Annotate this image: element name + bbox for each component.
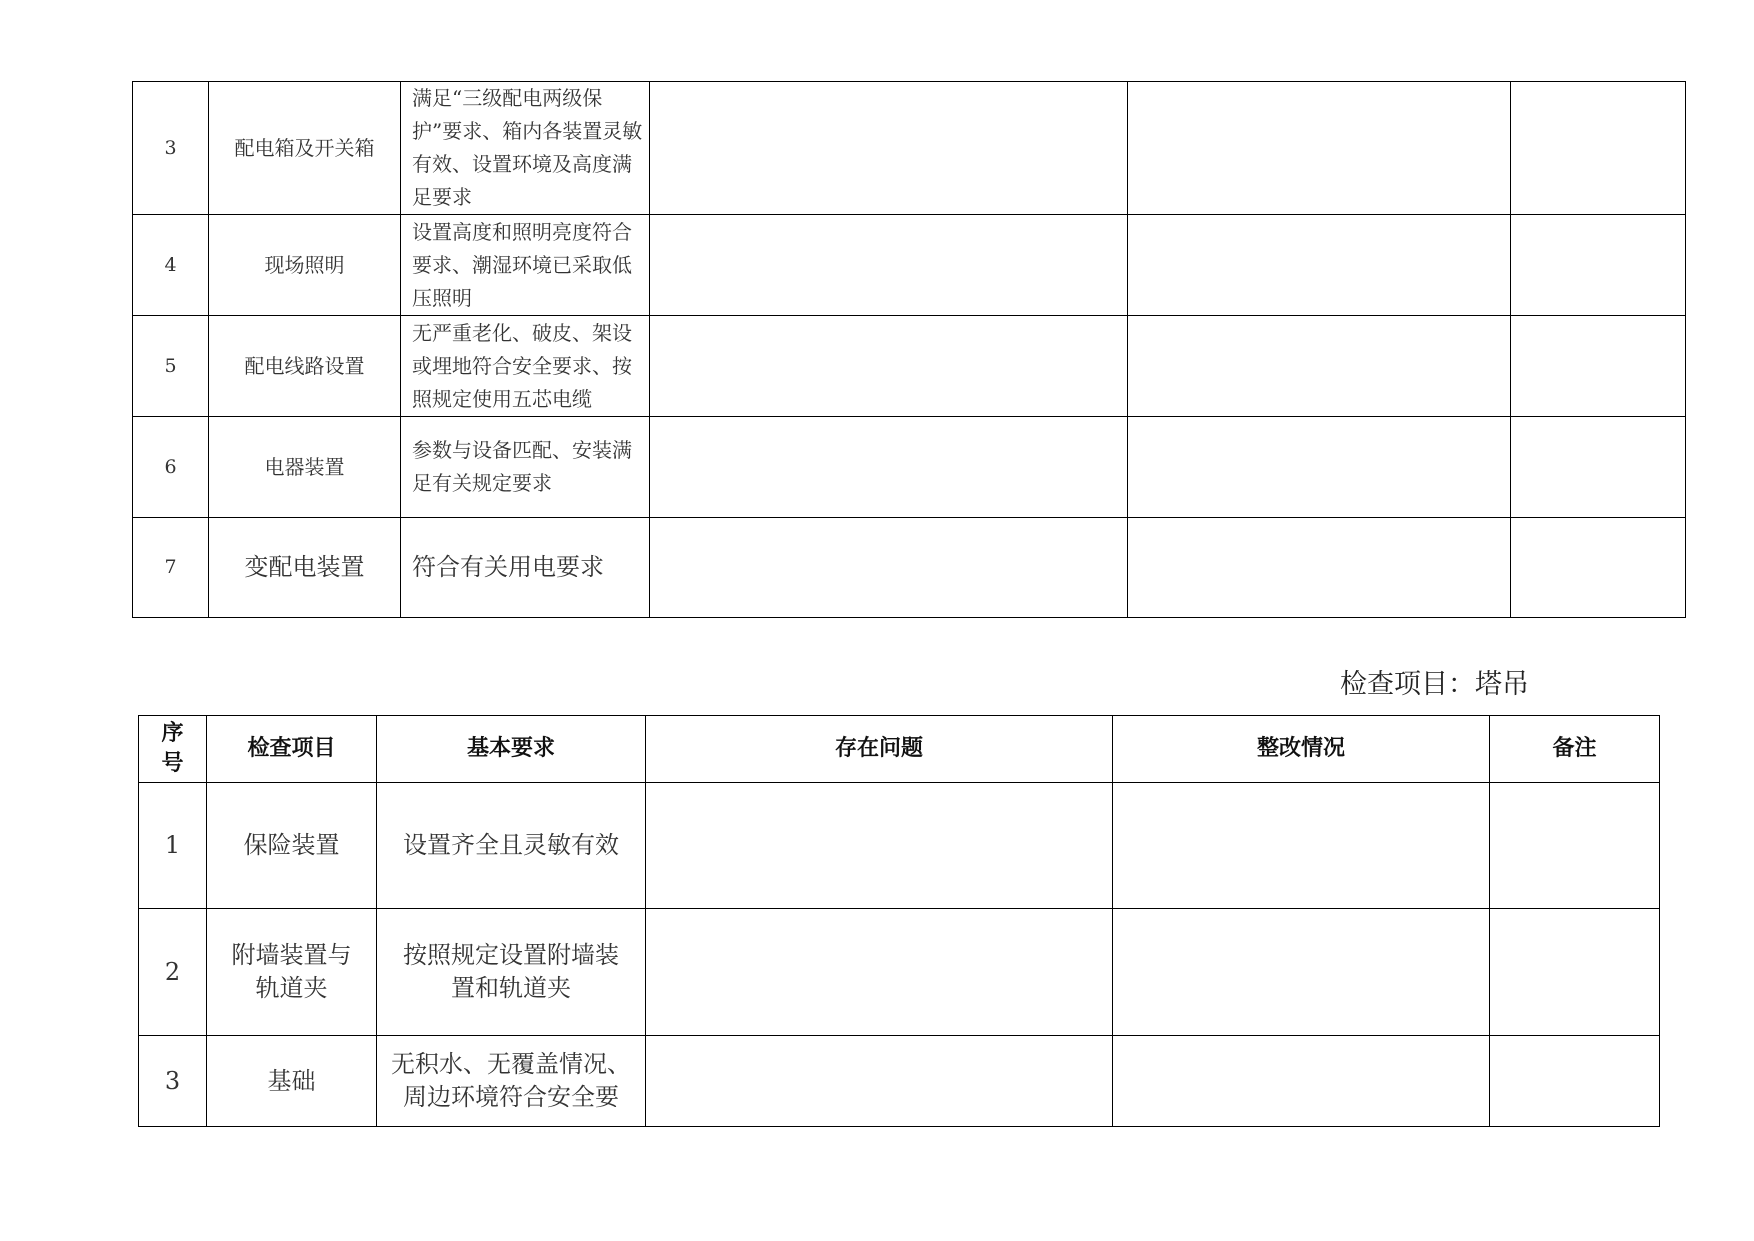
row-rectification <box>1113 1036 1490 1127</box>
row-problem <box>650 518 1128 618</box>
row-remark <box>1490 909 1660 1036</box>
table-row <box>139 1036 1660 1127</box>
electrical-inspection-table <box>132 81 1686 618</box>
row-number: 6 <box>133 417 209 518</box>
table-row <box>139 909 1660 1036</box>
row-requirement: 设置齐全且灵敏有效 <box>377 783 646 909</box>
tower-crane-inspection-table <box>138 715 1660 1127</box>
row-problem <box>650 316 1128 417</box>
row-number: 3 <box>133 82 209 215</box>
row-remark <box>1490 783 1660 909</box>
row-rectification <box>1113 909 1490 1036</box>
row-problem <box>646 1036 1113 1127</box>
row-requirement: 满足“三级配电两级保护”要求、箱内各装置灵敏有效、设置环境及高度满足要求 <box>401 82 650 215</box>
row-problem <box>650 417 1128 518</box>
row-item: 保险装置 <box>207 783 377 909</box>
row-rectification <box>1113 783 1490 909</box>
row-item: 配电线路设置 <box>209 316 401 417</box>
row-requirement: 符合有关用电要求 <box>401 518 650 618</box>
row-rectification <box>1128 82 1511 215</box>
row-problem <box>646 783 1113 909</box>
header-rectification: 整改情况 <box>1113 716 1490 783</box>
row-remark <box>1490 1036 1660 1127</box>
row-number: 5 <box>133 316 209 417</box>
row-rectification <box>1128 215 1511 316</box>
row-requirement: 设置高度和照明亮度符合要求、潮湿环境已采取低压照明 <box>401 215 650 316</box>
row-item: 基础 <box>207 1036 377 1127</box>
row-rectification <box>1128 316 1511 417</box>
row-number: 4 <box>133 215 209 316</box>
row-problem <box>650 215 1128 316</box>
row-remark <box>1511 316 1686 417</box>
row-number: 7 <box>133 518 209 618</box>
header-number-label: 序号 <box>161 721 184 776</box>
header-item: 检查项目 <box>207 716 377 783</box>
header-remark: 备注 <box>1490 716 1660 783</box>
table-header-row <box>139 716 1660 783</box>
row-remark <box>1511 82 1686 215</box>
row-item: 配电箱及开关箱 <box>209 82 401 215</box>
row-requirement: 无严重老化、破皮、架设或埋地符合安全要求、按照规定使用五芯电缆 <box>401 316 650 417</box>
row-rectification <box>1128 417 1511 518</box>
row-remark <box>1511 518 1686 618</box>
row-remark <box>1511 215 1686 316</box>
row-rectification <box>1128 518 1511 618</box>
row-problem <box>646 909 1113 1036</box>
table-row <box>133 82 1686 215</box>
row-requirement: 按照规定设置附墙装置和轨道夹 <box>377 909 646 1036</box>
header-problem: 存在问题 <box>646 716 1113 783</box>
row-requirement: 参数与设备匹配、安装满足有关规定要求 <box>401 417 650 518</box>
header-number <box>139 716 207 783</box>
row-number: 3 <box>139 1036 207 1127</box>
table-row <box>133 316 1686 417</box>
row-item: 电器装置 <box>209 417 401 518</box>
row-item: 现场照明 <box>209 215 401 316</box>
header-requirement: 基本要求 <box>377 716 646 783</box>
table-row <box>139 783 1660 909</box>
section-title: 检查项目：塔吊 <box>1340 669 1529 700</box>
row-item: 附墙装置与轨道夹 <box>207 909 377 1036</box>
table-row <box>133 518 1686 618</box>
row-item: 变配电装置 <box>209 518 401 618</box>
row-requirement: 无积水、无覆盖情况、周边环境符合安全要 <box>377 1036 646 1127</box>
row-number: 2 <box>139 909 207 1036</box>
table-row <box>133 417 1686 518</box>
table-row <box>133 215 1686 316</box>
row-number: 1 <box>139 783 207 909</box>
row-problem <box>650 82 1128 215</box>
row-remark <box>1511 417 1686 518</box>
